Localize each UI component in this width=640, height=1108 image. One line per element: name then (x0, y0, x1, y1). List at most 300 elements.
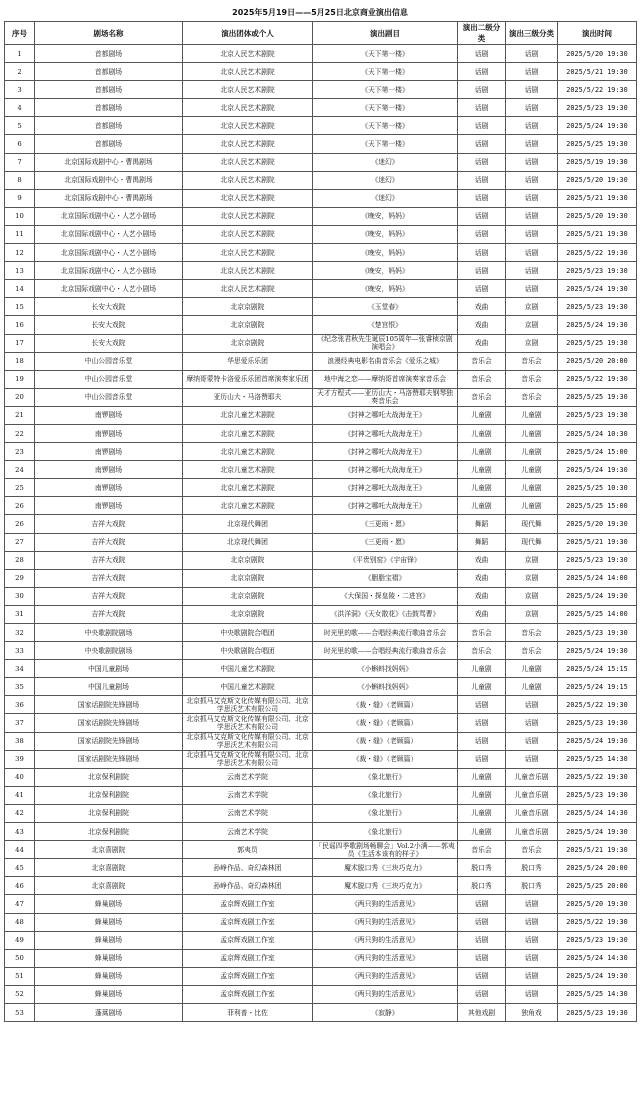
cell-index: 26 (5, 497, 35, 515)
cell-program: 《纪念张君秋先生诞辰105周年—张睿桢京剧演唱会》 (313, 334, 458, 352)
table-row (5, 424, 637, 442)
cell-venue: 吉祥大戏院 (35, 515, 183, 533)
cell-time: 2025/5/21 19:30 (558, 533, 637, 551)
cell-time: 2025/5/24 19:30 (558, 461, 637, 479)
table-row (5, 642, 637, 660)
cell-time: 2025/5/20 19:30 (558, 45, 637, 63)
cell-category-2: 戏曲 (458, 334, 506, 352)
cell-category-2: 儿童剧 (458, 768, 506, 786)
cell-program: 《天下第一楼》 (313, 63, 458, 81)
table-row (5, 352, 637, 370)
cell-time: 2025/5/20 20:00 (558, 352, 637, 370)
cell-performer: 北京京剧院 (183, 334, 313, 352)
cell-index: 20 (5, 388, 35, 406)
cell-venue: 长安大戏院 (35, 316, 183, 334)
cell-time: 2025/5/24 20:00 (558, 859, 637, 877)
cell-category-3: 京剧 (506, 316, 558, 334)
cell-time: 2025/5/25 20:00 (558, 877, 637, 895)
cell-program: 《三更雨・愿》 (313, 533, 458, 551)
cell-program: 《小蝌蚪找妈妈》 (313, 678, 458, 696)
cell-index: 32 (5, 624, 35, 642)
cell-performer: 北京儿童艺术剧院 (183, 443, 313, 461)
cell-category-2: 戏曲 (458, 298, 506, 316)
cell-category-2: 儿童剧 (458, 443, 506, 461)
cell-program: 《天下第一楼》 (313, 45, 458, 63)
cell-index: 44 (5, 841, 35, 859)
cell-venue: 首都剧场 (35, 99, 183, 117)
cell-category-3: 话剧 (506, 696, 558, 714)
cell-category-2: 话剧 (458, 913, 506, 931)
cell-program: 《象北旅行》 (313, 823, 458, 841)
cell-program: 魔术脱口秀《三块巧克力》 (313, 859, 458, 877)
cell-program: 《两只狗的生活意见》 (313, 895, 458, 913)
table-row (5, 1003, 637, 1021)
cell-venue: 首都剧场 (35, 81, 183, 99)
table-row (5, 967, 637, 985)
cell-time: 2025/5/24 19:30 (558, 642, 637, 660)
cell-performer: 北京人民艺术剧院 (183, 171, 313, 189)
header-time: 演出时间 (558, 22, 637, 45)
cell-index: 34 (5, 660, 35, 678)
cell-index: 22 (5, 424, 35, 442)
cell-venue: 吉祥大戏院 (35, 605, 183, 623)
cell-program: 地中海之恋——摩纳哥首席演奏家音乐会 (313, 370, 458, 388)
cell-time: 2025/5/24 14:30 (558, 949, 637, 967)
cell-venue: 北京国际戏剧中心・曹禺剧场 (35, 171, 183, 189)
cell-category-2: 儿童剧 (458, 823, 506, 841)
cell-time: 2025/5/25 19:30 (558, 334, 637, 352)
cell-time: 2025/5/23 19:30 (558, 262, 637, 280)
table-row (5, 786, 637, 804)
cell-index: 27 (5, 533, 35, 551)
cell-time: 2025/5/25 19:30 (558, 135, 637, 153)
cell-index: 7 (5, 153, 35, 171)
table-row (5, 63, 637, 81)
cell-venue: 中山公园音乐堂 (35, 352, 183, 370)
cell-category-3: 话剧 (506, 244, 558, 262)
cell-performer: 北京京剧院 (183, 298, 313, 316)
cell-time: 2025/5/24 19:30 (558, 316, 637, 334)
cell-category-2: 脱口秀 (458, 859, 506, 877)
cell-program: 《胭脂宝褶》 (313, 569, 458, 587)
cell-time: 2025/5/23 19:30 (558, 551, 637, 569)
cell-category-2: 戏曲 (458, 605, 506, 623)
cell-time: 2025/5/25 14:30 (558, 985, 637, 1003)
cell-venue: 中国儿童剧场 (35, 660, 183, 678)
cell-program: 《两只狗的生活意见》 (313, 967, 458, 985)
cell-performer: 孙峥作品、奇幻森林团 (183, 859, 313, 877)
cell-category-2: 话剧 (458, 967, 506, 985)
cell-index: 12 (5, 244, 35, 262)
cell-index: 11 (5, 225, 35, 243)
cell-performer: 北京人民艺术剧院 (183, 189, 313, 207)
table-row (5, 207, 637, 225)
cell-time: 2025/5/24 15:15 (558, 660, 637, 678)
table-row (5, 370, 637, 388)
cell-index: 10 (5, 207, 35, 225)
cell-venue: 南锣剧场 (35, 497, 183, 515)
cell-index: 43 (5, 823, 35, 841)
cell-program: 《迷幻》 (313, 153, 458, 171)
table-row (5, 406, 637, 424)
cell-category-2: 音乐会 (458, 352, 506, 370)
cell-time: 2025/5/24 10:30 (558, 424, 637, 442)
cell-category-2: 话剧 (458, 931, 506, 949)
cell-category-3: 京剧 (506, 605, 558, 623)
cell-time: 2025/5/24 15:00 (558, 443, 637, 461)
cell-performer: 北京抓马艾克斯文化传媒有限公司、北京学思沃艺术有限公司 (183, 714, 313, 732)
cell-index: 8 (5, 171, 35, 189)
cell-venue: 中央歌剧院剧场 (35, 624, 183, 642)
header-program: 演出剧目 (313, 22, 458, 45)
cell-index: 9 (5, 189, 35, 207)
table-row (5, 225, 637, 243)
cell-category-3: 话剧 (506, 45, 558, 63)
cell-performer: 北京京剧院 (183, 605, 313, 623)
cell-category-3: 儿童剧 (506, 479, 558, 497)
cell-index: 25 (5, 479, 35, 497)
cell-index: 30 (5, 587, 35, 605)
cell-time: 2025/5/20 19:30 (558, 171, 637, 189)
cell-venue: 北京国际戏剧中心・人艺小剧场 (35, 207, 183, 225)
cell-performer: 中国儿童艺术剧院 (183, 660, 313, 678)
cell-category-3: 话剧 (506, 714, 558, 732)
cell-performer: 孟京辉戏剧工作室 (183, 931, 313, 949)
table-row (5, 624, 637, 642)
cell-performer: 北京抓马艾克斯文化传媒有限公司、北京学思沃艺术有限公司 (183, 696, 313, 714)
cell-performer: 中国儿童艺术剧院 (183, 678, 313, 696)
cell-time: 2025/5/24 19:30 (558, 823, 637, 841)
cell-venue: 北京国际戏剧中心・人艺小剧场 (35, 244, 183, 262)
cell-program: 《封神之哪吒大战海龙王》 (313, 443, 458, 461)
cell-category-3: 话剧 (506, 262, 558, 280)
cell-category-3: 话剧 (506, 189, 558, 207)
cell-index: 48 (5, 913, 35, 931)
cell-category-3: 话剧 (506, 81, 558, 99)
table-row (5, 189, 637, 207)
table-row (5, 750, 637, 768)
cell-venue: 吉祥大戏院 (35, 569, 183, 587)
cell-venue: 北京国际戏剧中心・曹禺剧场 (35, 153, 183, 171)
cell-venue: 北京国际戏剧中心・曹禺剧场 (35, 189, 183, 207)
cell-category-2: 话剧 (458, 696, 506, 714)
cell-category-2: 儿童剧 (458, 660, 506, 678)
cell-category-3: 音乐会 (506, 352, 558, 370)
cell-program: 《象北旅行》 (313, 786, 458, 804)
cell-time: 2025/5/23 19:30 (558, 714, 637, 732)
cell-category-2: 音乐会 (458, 624, 506, 642)
cell-performer: 北京京剧院 (183, 316, 313, 334)
cell-category-3: 话剧 (506, 207, 558, 225)
cell-venue: 北京保利剧院 (35, 768, 183, 786)
cell-time: 2025/5/21 19:30 (558, 225, 637, 243)
cell-category-2: 儿童剧 (458, 804, 506, 822)
cell-index: 50 (5, 949, 35, 967)
cell-category-3: 话剧 (506, 225, 558, 243)
cell-program: 《裁・缝》（老顾篇） (313, 732, 458, 750)
cell-venue: 蜂巢剧场 (35, 985, 183, 1003)
cell-category-2: 戏曲 (458, 569, 506, 587)
cell-performer: 北京儿童艺术剧院 (183, 497, 313, 515)
cell-venue: 中山公园音乐堂 (35, 370, 183, 388)
cell-venue: 首都剧场 (35, 135, 183, 153)
cell-performer: 摩纳哥蒙特卡洛爱乐乐团首席演奏家乐团 (183, 370, 313, 388)
cell-program: 《两只狗的生活意见》 (313, 985, 458, 1003)
cell-category-3: 话剧 (506, 117, 558, 135)
table-row (5, 515, 637, 533)
cell-program: 《天下第一楼》 (313, 81, 458, 99)
cell-performer: 北京人民艺术剧院 (183, 280, 313, 298)
table-row (5, 262, 637, 280)
cell-category-2: 话剧 (458, 81, 506, 99)
header-venue: 剧场名称 (35, 22, 183, 45)
cell-venue: 国家话剧院先锋剧场 (35, 696, 183, 714)
table-row (5, 732, 637, 750)
cell-category-3: 话剧 (506, 750, 558, 768)
table-row (5, 280, 637, 298)
cell-time: 2025/5/20 19:30 (558, 207, 637, 225)
cell-performer: 孟京辉戏剧工作室 (183, 967, 313, 985)
schedule-sheet (4, 4, 636, 1022)
table-row (5, 605, 637, 623)
cell-performer: 北京抓马艾克斯文化传媒有限公司、北京学思沃艺术有限公司 (183, 732, 313, 750)
cell-time: 2025/5/22 19:30 (558, 81, 637, 99)
table-row (5, 334, 637, 352)
table-row (5, 99, 637, 117)
cell-category-3: 话剧 (506, 913, 558, 931)
cell-time: 2025/5/23 19:30 (558, 298, 637, 316)
header-category-3: 演出三级分类 (506, 22, 558, 45)
cell-program: 《两只狗的生活意见》 (313, 931, 458, 949)
cell-performer: 北京现代舞团 (183, 533, 313, 551)
cell-index: 24 (5, 461, 35, 479)
cell-performer: 北京儿童艺术剧院 (183, 461, 313, 479)
cell-program: 天才方程式——亚历山大・马洛赞耶夫钢琴独奏音乐会 (313, 388, 458, 406)
cell-index: 53 (5, 1003, 35, 1021)
table-row (5, 117, 637, 135)
cell-venue: 北京喜剧院 (35, 877, 183, 895)
cell-program: 《两只狗的生活意见》 (313, 913, 458, 931)
cell-category-3: 话剧 (506, 985, 558, 1003)
cell-performer: 北京人民艺术剧院 (183, 225, 313, 243)
cell-index: 14 (5, 280, 35, 298)
cell-venue: 蜂巢剧场 (35, 895, 183, 913)
cell-time: 2025/5/20 19:30 (558, 515, 637, 533)
cell-performer: 中央歌剧院合唱团 (183, 624, 313, 642)
header-row (5, 22, 637, 45)
cell-index: 29 (5, 569, 35, 587)
cell-venue: 南锣剧场 (35, 461, 183, 479)
cell-time: 2025/5/21 19:30 (558, 189, 637, 207)
cell-time: 2025/5/23 19:30 (558, 406, 637, 424)
cell-venue: 南锣剧场 (35, 424, 183, 442)
cell-venue: 国家话剧院先锋剧场 (35, 750, 183, 768)
cell-category-3: 话剧 (506, 280, 558, 298)
cell-program: 《天下第一楼》 (313, 135, 458, 153)
cell-index: 31 (5, 605, 35, 623)
cell-venue: 长安大戏院 (35, 298, 183, 316)
cell-index: 4 (5, 99, 35, 117)
cell-program: 《晚安，妈妈》 (313, 225, 458, 243)
table-row (5, 949, 637, 967)
cell-category-2: 儿童剧 (458, 424, 506, 442)
cell-venue: 北京国际戏剧中心・人艺小剧场 (35, 280, 183, 298)
table-row (5, 895, 637, 913)
cell-index: 21 (5, 406, 35, 424)
cell-venue: 蜂巢剧场 (35, 931, 183, 949)
cell-category-2: 舞蹈 (458, 515, 506, 533)
cell-time: 2025/5/22 19:30 (558, 768, 637, 786)
cell-venue: 中央歌剧院剧场 (35, 642, 183, 660)
cell-venue: 北京国际戏剧中心・人艺小剧场 (35, 262, 183, 280)
cell-category-3: 京剧 (506, 569, 558, 587)
table-row (5, 696, 637, 714)
table-row (5, 804, 637, 822)
cell-venue: 蜂巢剧场 (35, 967, 183, 985)
cell-category-2: 话剧 (458, 262, 506, 280)
table-row (5, 551, 637, 569)
cell-category-3: 儿童音乐剧 (506, 768, 558, 786)
cell-category-3: 京剧 (506, 551, 558, 569)
cell-index: 51 (5, 967, 35, 985)
cell-time: 2025/5/25 10:30 (558, 479, 637, 497)
cell-category-2: 话剧 (458, 949, 506, 967)
cell-category-3: 话剧 (506, 967, 558, 985)
cell-category-2: 话剧 (458, 207, 506, 225)
table-row (5, 569, 637, 587)
cell-time: 2025/5/24 19:30 (558, 732, 637, 750)
cell-category-2: 话剧 (458, 99, 506, 117)
table-row (5, 768, 637, 786)
cell-category-3: 儿童音乐剧 (506, 786, 558, 804)
cell-category-3: 话剧 (506, 135, 558, 153)
cell-category-3: 儿童剧 (506, 678, 558, 696)
cell-index: 6 (5, 135, 35, 153)
cell-category-3: 脱口秀 (506, 877, 558, 895)
cell-category-3: 话剧 (506, 99, 558, 117)
cell-category-3: 京剧 (506, 298, 558, 316)
cell-performer: 北京人民艺术剧院 (183, 207, 313, 225)
cell-performer: 亚历山大・马洛赞耶夫 (183, 388, 313, 406)
cell-venue: 蜂巢剧场 (35, 949, 183, 967)
header-category-2: 演出二级分类 (458, 22, 506, 45)
cell-program: 《裁・缝》（老顾篇） (313, 714, 458, 732)
cell-venue: 南锣剧场 (35, 406, 183, 424)
cell-program: 《两只狗的生活意见》 (313, 949, 458, 967)
cell-program: 《封神之哪吒大战海龙王》 (313, 479, 458, 497)
cell-index: 45 (5, 859, 35, 877)
cell-category-2: 话剧 (458, 45, 506, 63)
cell-category-2: 戏曲 (458, 551, 506, 569)
cell-performer: 北京京剧院 (183, 551, 313, 569)
cell-category-3: 儿童剧 (506, 406, 558, 424)
cell-category-3: 儿童剧 (506, 443, 558, 461)
cell-program: 《寂静》 (313, 1003, 458, 1021)
cell-performer: 北京京剧院 (183, 569, 313, 587)
cell-program: 浪漫经典电影名曲音乐会《爱乐之城》 (313, 352, 458, 370)
performance-table (4, 21, 637, 1022)
table-row (5, 497, 637, 515)
table-row (5, 859, 637, 877)
cell-program: 《迷幻》 (313, 189, 458, 207)
table-row (5, 479, 637, 497)
table-row (5, 823, 637, 841)
cell-venue: 长安大戏院 (35, 334, 183, 352)
cell-category-3: 儿童音乐剧 (506, 823, 558, 841)
cell-venue: 北京喜剧院 (35, 841, 183, 859)
cell-index: 13 (5, 262, 35, 280)
cell-time: 2025/5/21 19:30 (558, 63, 637, 81)
header-performer: 演出团体或个人 (183, 22, 313, 45)
cell-index: 17 (5, 334, 35, 352)
table-row (5, 533, 637, 551)
table-row (5, 244, 637, 262)
cell-program: 《象北旅行》 (313, 768, 458, 786)
cell-index: 18 (5, 352, 35, 370)
cell-program: 《裁・缝》（老顾篇） (313, 696, 458, 714)
cell-index: 49 (5, 931, 35, 949)
cell-program: 《平贵别窑》《宇宙锋》 (313, 551, 458, 569)
cell-venue: 首都剧场 (35, 63, 183, 81)
cell-category-2: 话剧 (458, 117, 506, 135)
cell-program: 《三更雨・愿》 (313, 515, 458, 533)
cell-category-2: 音乐会 (458, 388, 506, 406)
cell-category-2: 话剧 (458, 135, 506, 153)
cell-program: 《晚安，妈妈》 (313, 280, 458, 298)
cell-category-2: 话剧 (458, 189, 506, 207)
cell-performer: 云南艺术学院 (183, 786, 313, 804)
cell-category-3: 音乐会 (506, 388, 558, 406)
cell-performer: 孟京辉戏剧工作室 (183, 985, 313, 1003)
cell-time: 2025/5/22 19:30 (558, 696, 637, 714)
document-title: 2025年5月19日——5月25日北京商业演出信息 (232, 8, 408, 17)
cell-time: 2025/5/24 19:30 (558, 280, 637, 298)
table-row (5, 985, 637, 1003)
cell-program: 时光里的歌——合唱经典流行歌曲音乐会 (313, 624, 458, 642)
cell-performer: 华思爱乐乐团 (183, 352, 313, 370)
cell-index: 37 (5, 714, 35, 732)
cell-program: 《天下第一楼》 (313, 117, 458, 135)
cell-category-2: 儿童剧 (458, 497, 506, 515)
cell-time: 2025/5/25 15:00 (558, 497, 637, 515)
table-row (5, 841, 637, 859)
cell-category-2: 话剧 (458, 225, 506, 243)
cell-category-3: 京剧 (506, 587, 558, 605)
cell-time: 2025/5/24 19:30 (558, 587, 637, 605)
cell-index: 36 (5, 696, 35, 714)
cell-performer: 菲利普・比佐 (183, 1003, 313, 1021)
cell-program: 时光里的歌——合唱经典流行歌曲音乐会 (313, 642, 458, 660)
cell-performer: 北京儿童艺术剧院 (183, 424, 313, 442)
cell-category-3: 儿童剧 (506, 461, 558, 479)
table-row (5, 877, 637, 895)
table-row (5, 388, 637, 406)
cell-category-2: 话剧 (458, 714, 506, 732)
cell-time: 2025/5/25 19:30 (558, 388, 637, 406)
cell-index: 1 (5, 45, 35, 63)
cell-program: 魔术脱口秀《三块巧克力》 (313, 877, 458, 895)
cell-program: 《封神之哪吒大战海龙王》 (313, 461, 458, 479)
cell-category-2: 儿童剧 (458, 461, 506, 479)
cell-category-3: 话剧 (506, 171, 558, 189)
cell-category-2: 话剧 (458, 171, 506, 189)
cell-performer: 北京儿童艺术剧院 (183, 406, 313, 424)
cell-venue: 中国儿童剧场 (35, 678, 183, 696)
cell-index: 23 (5, 443, 35, 461)
cell-venue: 国家话剧院先锋剧场 (35, 732, 183, 750)
cell-category-3: 话剧 (506, 949, 558, 967)
cell-category-2: 话剧 (458, 895, 506, 913)
